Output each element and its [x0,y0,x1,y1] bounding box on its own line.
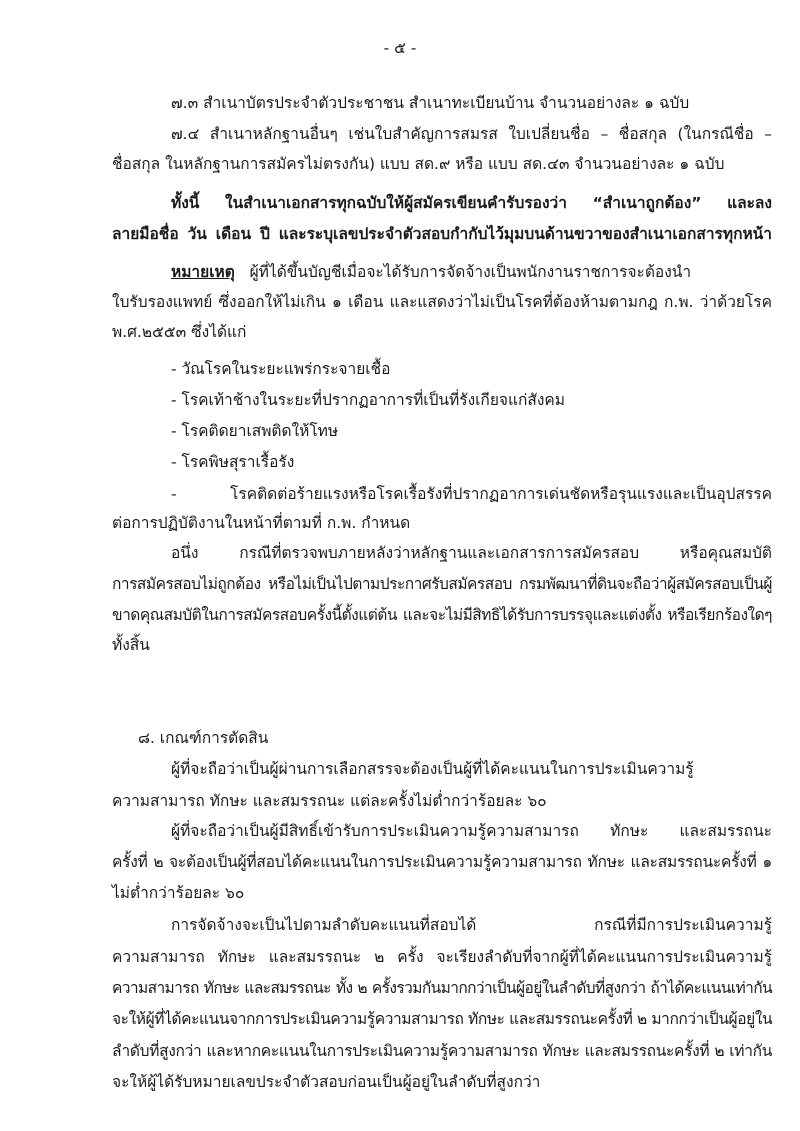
criteria-line: ความสามารถ ทักษะ และสมรรถนะ แต่ละครั้งไม่ต่ำกว่าร้อยละ ๖๐ [112,792,547,810]
section-8-heading: ๘. เกณฑ์การตัดสิน [138,729,269,747]
criteria-line: ผู้ที่จะถือว่าเป็นผู้ผ่านการเลือกสรรจะต้องเป็นผู้ที่ได้คะแนนในการประเมินความรู้ [171,760,694,778]
criteria-line: ผู้ที่จะถือว่าเป็นผู้มีสิทธิ์เข้ารับการประเมินความรู้ความสามารถ ทักษะ และสมรรถนะ [171,822,772,840]
disease-item: - โรคเท้าช้างในระยะที่ปรากฏอาการที่เป็นที่รังเกียจแก่สังคม [171,391,565,409]
further-para-cont: ขาดคุณสมบัติในการสมัครสอบครั้งนี้ตั้งแต่ต้น และจะไม่มีสิทธิได้รับการบรรจุและแต่งตั้ง หรือเรียกร้องใดๆ [112,606,772,624]
item-7-3: ๗.๓ สำเนาบัตรประจำตัวประชาชน สำเนาทะเบียนบ้าน จำนวนอย่างละ ๑ ฉบับ [171,94,690,112]
further-para: อนึ่ง กรณีที่ตรวจพบภายหลังว่าหลักฐานและเอกสารการสมัครสอบ หรือคุณสมบัติ [171,544,772,562]
criteria-line: จะให้ผู้ที่ได้คะแนนจากการประเมินความรู้ความสามารถ ทักษะ และสมรรถนะครั้งที่ ๒ มากกว่าเป็นผู้อยู่ใน [112,1010,773,1028]
disease-item: - โรคพิษสุราเรื้อรัง [171,453,295,471]
remark-cont: ใบรับรองแพทย์ ซึ่งออกให้ไม่เกิน ๑ เดือน และแสดงว่าไม่เป็นโรคที่ต้องห้ามตามกฎ ก.พ. ว่าด้วยโรค [112,293,772,311]
disease-item: - โรคติดต่อร้ายแรงหรือโรคเรื้อรังที่ปรากฏอาการเด่นชัดหรือรุนแรงและเป็นอุปสรรค [171,485,772,503]
certify-note-cont: ลายมือชื่อ วัน เดือน ปี และระบุเลขประจำตัวสอบกำกับไว้มุมบนด้านขวาของสำเนาเอกสารทุกหน้า [112,225,772,243]
further-para-cont: ทั้งสิ้น [112,636,150,654]
criteria-line: การจัดจ้างจะเป็นไปตามลำดับคะแนนที่สอบได้ กรณีที่มีการประเมินความรู้ [171,916,772,934]
criteria-line: ความสามารถ ทักษะ และสมรรถนะ ๒ ครั้ง จะเรียงลำดับที่จากผู้ที่ได้คะแนนการประเมินความรู้ [112,948,772,966]
item-7-4-cont: ชื่อสกุล ในหลักฐานการสมัครไม่ตรงกัน) แบบ สด.๙ หรือ แบบ สด.๔๓ จำนวนอย่างละ ๑ ฉบับ [112,155,725,173]
certify-note: ทั้งนี้ ในสำเนาเอกสารทุกฉบับให้ผู้สมัครเขียนคำรับรองว่า “สำเนาถูกต้อง” และลง [171,194,772,212]
criteria-line: จะให้ผู้ได้รับหมายเลขประจำตัวสอบก่อนเป็นผู้อยู่ในลำดับที่สูงกว่า [112,1073,541,1091]
remark-line [171,260,772,284]
remark-text: ผู้ที่ได้ขึ้นบัญชีเมื่อจะได้รับการจัดจ้างเป็นพนักงานราชการจะต้องนำ [249,263,692,281]
disease-item-cont: ต่อการปฏิบัติงานในหน้าที่ตามที่ ก.พ. กำหนด [112,514,411,532]
criteria-line: ไม่ต่ำกว่าร้อยละ ๖๐ [112,884,245,902]
criteria-line: ครั้งที่ ๒ จะต้องเป็นผู้ที่สอบได้คะแนนในการประเมินความรู้ความสามารถ ทักษะ และสมรรถนะครั้งที่ ๑ [112,853,772,871]
remark-cont-2: พ.ศ.๒๕๕๓ ซึ่งได้แก่ [112,323,247,341]
criteria-line: ความสามารถ ทักษะ และสมรรถนะ ทั้ง ๒ ครั้งรวมกันมากกว่าเป็นผู้อยู่ในลำดับที่สูงกว่า ถ้าได้คะแนนเท่ากัน [112,979,772,997]
remark-label: หมายเหตุ [171,263,235,281]
item-7-4: ๗.๔ สำเนาหลักฐานอื่นๆ เช่นใบสำคัญการสมรส ใบเปลี่ยนชื่อ – ชื่อสกุล (ในกรณีชื่อ – [171,125,772,143]
further-para-cont: การสมัครสอบไม่ถูกต้อง หรือไม่เป็นไปตามประกาศรับสมัครสอบ กรมพัฒนาที่ดินจะถือว่าผู้สมัครสอบเป็นผู้ [112,575,772,593]
page-number: - ๕ - [383,39,417,57]
criteria-line: ลำดับที่สูงกว่า และหากคะแนนในการประเมินความรู้ความสามารถ ทักษะ และสมรรถนะครั้งที่ ๒ เท่ากัน [112,1042,772,1060]
disease-item: - วัณโรคในระยะแพร่กระจายเชื้อ [171,360,391,378]
disease-item: - โรคติดยาเสพติดให้โทษ [171,422,339,440]
